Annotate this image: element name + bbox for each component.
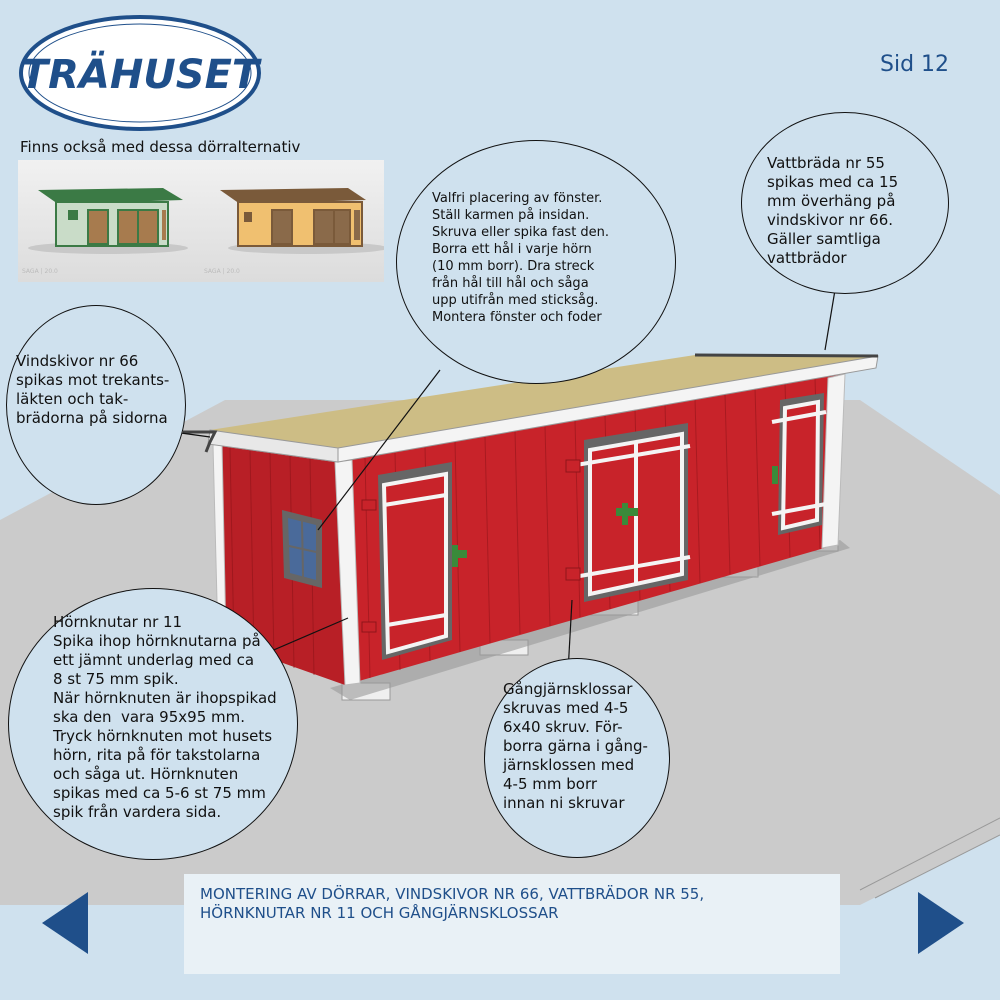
caption-text: MONTERING AV DÖRRAR, VINDSKIVOR NR 66, VATTBRÄDOR NR 55, HÖRNKNUTAR NR 11 OCH GÅNGJÄRNSKLOSSAR: [200, 885, 705, 922]
thumbnail-label: SAGA | 20.0: [204, 268, 240, 275]
page-number: Sid 12: [880, 52, 950, 77]
callout-hornknutar-text: Hörnknutar nr 11 Spika ihop hörnknutarna på ett jämnt underlag med ca 8 st 75 mm spik. När hörnknuten är ihopspikad ska den vara 95x95 mm. Tryck hörnknuten mot husets hörn, rita på för takstolarna och såga ut. Hörnknuten spikas med ca 5-6 st 75 mm spik från vardera sida.: [53, 613, 277, 821]
hinge: [772, 466, 778, 484]
previous-page-button[interactable]: [42, 892, 88, 954]
also-available-text: Finns också med dessa dörralternativ: [20, 138, 301, 156]
thumbnail-label: SAGA | 20.0: [22, 268, 58, 275]
callout-gangjarn-text: Gångjärnsklossar skruvas med 4-5 6x40 skruv. För- borra gärna i gång- järnsklossen med 4-5 mm borr innan ni skruvar: [503, 680, 648, 812]
callout-vattbrada-text: Vattbräda nr 55 spikas med ca 15 mm överhäng på vindskivor nr 66. Gäller samtliga vattbrädor: [767, 154, 899, 267]
callout-vindskivor-text: Vindskivor nr 66 spikas mot trekants- läkten och tak- brädorna på sidorna: [16, 352, 170, 427]
callout-window-text: Valfri placering av fönster. Ställ karmen på insidan. Skruva eller spika fast den. Borra ett hål i varje hörn (10 mm borr). Dra streck från hål till hål och såga upp utifrån med sticksåg. Montera fönster och foder: [432, 191, 610, 325]
next-page-button[interactable]: [918, 892, 964, 954]
logo-text: TRÄHUSET: [20, 52, 260, 98]
